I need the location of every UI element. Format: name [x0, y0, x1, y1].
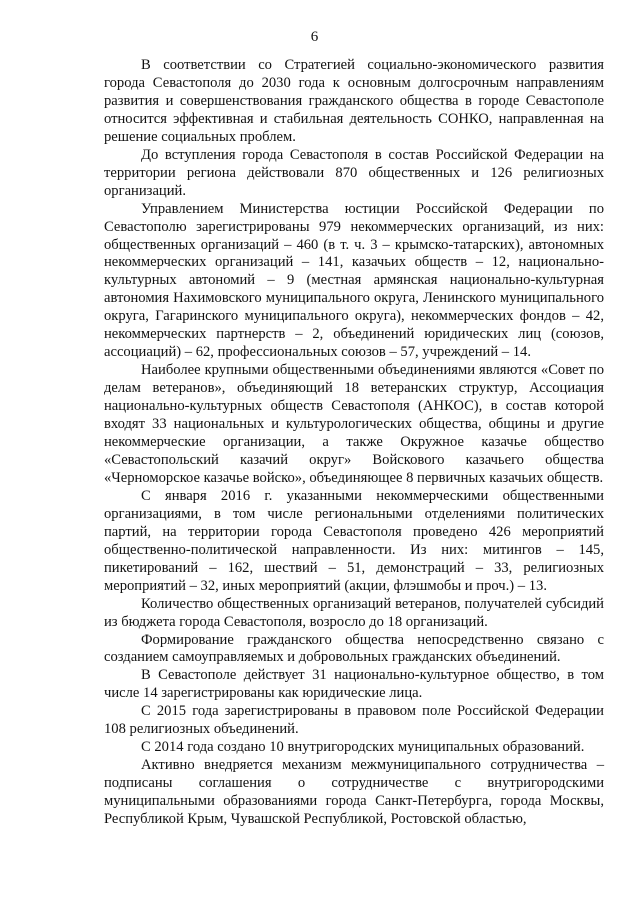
paragraph-municipal: С 2014 года создано 10 внутригородских муниципальных образований.	[141, 739, 585, 756]
paragraph-largest-associations: Наиболее крупными общественными объединениями являются «Совет по делам ветеранов», объединяющий 18 ветеранских структур, Ассоциация национально-культурных обществ Севастополя (АНКОС), в состав которой входят 33 национальных и культурологических общества, общины и другие некоммерческие организации, а также Окружное казачье общество «Севастопольский казачий округ» Войскового казачьего общества «Черноморское казачье войско», объединяющее 8 первичных казачьих обществ.	[104, 362, 604, 486]
page-number: 6	[310, 29, 319, 45]
paragraph-veteran-subsidies: Количество общественных организаций ветеранов, получателей субсидий из бюджета города Севастополя, возросло до 18 организаций.	[104, 595, 604, 630]
paragraph-religious: С 2015 года зарегистрированы в правовом поле Российской Федерации 108 религиозных объединений.	[104, 703, 604, 738]
paragraph-registered-nko: Управлением Министерства юстиции Российской Федерации по Севастополю зарегистрированы 979 некоммерческих организаций, из них: общественных организаций – 460 (в т. ч. 3 – крымско-татарских), автономных некоммерческих организаций – 141, казачьих обществ – 12, национально-культурных автономий – 9 (местная армянская национально-культурная автономия Нахимовского муниципального округа, Ленинского муниципального округа, Гагаринского муниципального округа), некоммерческих фондов – 42, некоммерческих партнерств – 2, объединений юридических лиц (союзов, ассоциаций) – 62, профессиональных союзов – 57, учреждений – 14.	[104, 200, 604, 361]
paragraph-before-accession: До вступления города Севастополя в состав Российской Федерации на территории региона действовали 870 общественных и 126 религиозных организаций.	[104, 146, 604, 199]
document-body	[104, 57, 604, 829]
paragraph-national-cultural: В Севастополе действует 31 национально-культурное общество, в том числе 14 зарегистрированы как юридические лица.	[104, 667, 604, 702]
paragraph-civil-society: Формирование гражданского общества непосредственно связано с созданием самоуправляемых и добровольных гражданских объединений.	[104, 631, 604, 666]
paragraph-strategy: В соответствии со Стратегией социально-экономического развития города Севастополя до 2030 года к основным долгосрочным направлениям развития и совершенствования гражданского общества в городе Севастополе относится эффективная и стабильная деятельность СОНКО, направленная на решение социальных проблем.	[104, 57, 604, 145]
paragraph-cooperation: Активно внедряется механизм межмуниципального сотрудничества – подписаны соглашения о сотрудничестве с внутригородскими муниципальными образованиями города Санкт-Петербурга, города Москвы, Республикой Крым, Чувашской Республикой, Ростовской областью,	[104, 757, 604, 828]
paragraph-events-2016: С января 2016 г. указанными некоммерческими общественными организациями, в том числе региональными отделениями политических партий, на территории города Севастополя проведено 426 мероприятий общественно-политической направленности. Из них: митингов – 145, пикетирований – 162, шествий – 51, демонстраций – 33, религиозных мероприятий – 32, иных мероприятий (акции, флэшмобы и проч.) – 13.	[104, 487, 604, 594]
